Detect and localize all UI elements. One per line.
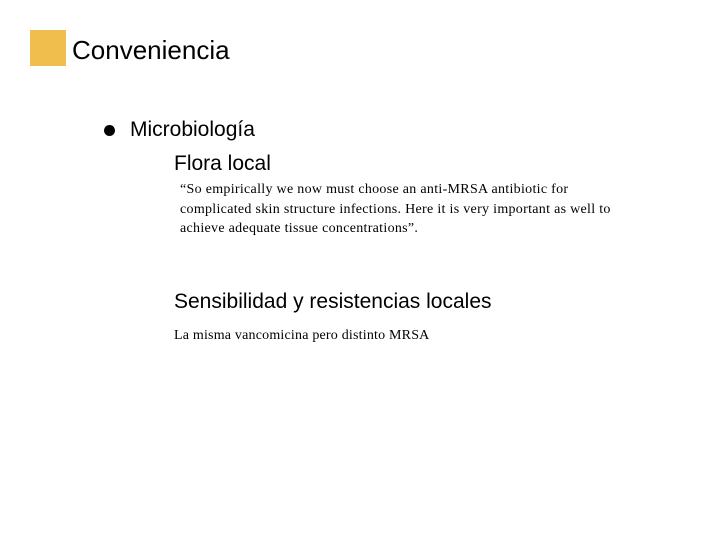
filled-circle-bullet-icon [104, 125, 115, 136]
bullet-microbiologia: Microbiología [130, 118, 255, 141]
slide-title: Conveniencia [72, 35, 230, 65]
note-vancomicina: La misma vancomicina pero distinto MRSA [174, 328, 430, 343]
quote-text [180, 180, 680, 239]
quote-line: complicated skin structure infections. Here it is very important as well to [180, 201, 611, 217]
title-accent-square [30, 30, 66, 66]
subitem-sensibilidad: Sensibilidad y resistencias locales [174, 290, 492, 313]
subitem-flora-local: Flora local [174, 152, 271, 175]
quote-line: “So empirically we now must choose an anti-MRSA antibiotic for [180, 182, 569, 197]
quote-line: achieve adequate tissue concentrations”. [180, 221, 419, 236]
